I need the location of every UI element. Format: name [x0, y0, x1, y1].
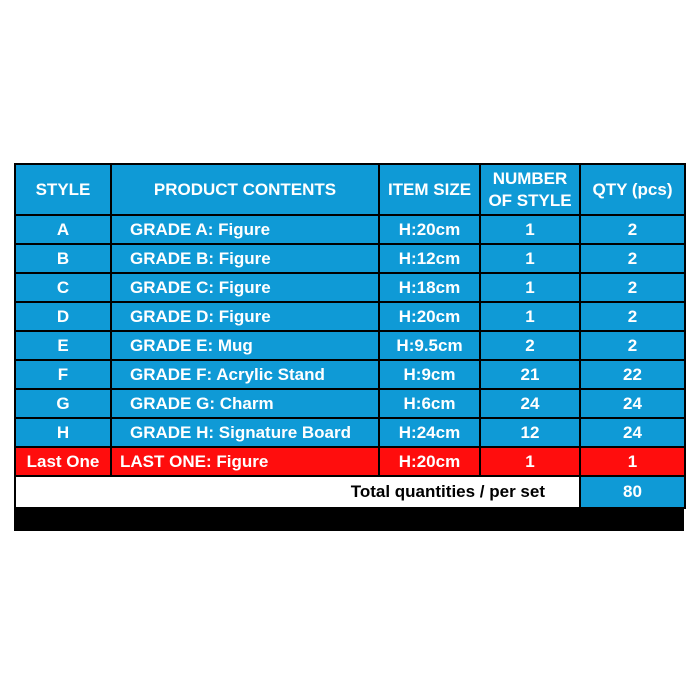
- cell-contents: GRADE D: Figure: [111, 302, 379, 331]
- cell-number: 2: [480, 331, 580, 360]
- table-body: [15, 215, 685, 476]
- table-row: [15, 389, 685, 418]
- cell-qty: 2: [580, 273, 685, 302]
- cell-qty: 24: [580, 418, 685, 447]
- table-row-last-one: [15, 447, 685, 476]
- cell-contents: GRADE G: Charm: [111, 389, 379, 418]
- table-header-row: [15, 164, 685, 215]
- cell-number: 12: [480, 418, 580, 447]
- cell-contents: GRADE B: Figure: [111, 244, 379, 273]
- cell-contents: LAST ONE: Figure: [111, 447, 379, 476]
- table-row: [15, 302, 685, 331]
- cell-size: H:9.5cm: [379, 331, 480, 360]
- cell-number: 1: [480, 273, 580, 302]
- product-table-sheet: [14, 163, 684, 531]
- cell-contents: GRADE H: Signature Board: [111, 418, 379, 447]
- cell-qty: 1: [580, 447, 685, 476]
- cell-contents: GRADE F: Acrylic Stand: [111, 360, 379, 389]
- cell-qty: 2: [580, 302, 685, 331]
- header-number-of-style: NUMBER OF STYLE: [480, 164, 580, 215]
- table-row: [15, 360, 685, 389]
- product-table: [14, 163, 686, 509]
- cell-number: 1: [480, 244, 580, 273]
- cell-style: F: [15, 360, 111, 389]
- cell-style: A: [15, 215, 111, 244]
- cell-size: H:12cm: [379, 244, 480, 273]
- cell-number: 1: [480, 302, 580, 331]
- cell-contents: GRADE E: Mug: [111, 331, 379, 360]
- cell-qty: 24: [580, 389, 685, 418]
- cell-style: D: [15, 302, 111, 331]
- table-row: [15, 331, 685, 360]
- total-value: 80: [580, 476, 685, 508]
- cell-number: 1: [480, 215, 580, 244]
- cell-style: H: [15, 418, 111, 447]
- table-row: [15, 244, 685, 273]
- cell-style: Last One: [15, 447, 111, 476]
- header-qty: QTY (pcs): [580, 164, 685, 215]
- table-row: [15, 418, 685, 447]
- cell-qty: 22: [580, 360, 685, 389]
- cell-size: H:20cm: [379, 302, 480, 331]
- cell-size: H:18cm: [379, 273, 480, 302]
- header-product-contents: PRODUCT CONTENTS: [111, 164, 379, 215]
- cell-qty: 2: [580, 215, 685, 244]
- cell-qty: 2: [580, 244, 685, 273]
- cell-size: H:6cm: [379, 389, 480, 418]
- cell-size: H:9cm: [379, 360, 480, 389]
- header-style: STYLE: [15, 164, 111, 215]
- cell-size: H:20cm: [379, 447, 480, 476]
- cell-contents: GRADE C: Figure: [111, 273, 379, 302]
- cell-number: 21: [480, 360, 580, 389]
- total-row: [15, 476, 685, 508]
- cell-style: C: [15, 273, 111, 302]
- cell-qty: 2: [580, 331, 685, 360]
- cell-size: H:24cm: [379, 418, 480, 447]
- table-row: [15, 273, 685, 302]
- total-label: Total quantities / per set: [15, 476, 580, 508]
- cell-number: 24: [480, 389, 580, 418]
- cell-size: H:20cm: [379, 215, 480, 244]
- table-row: [15, 215, 685, 244]
- cell-style: B: [15, 244, 111, 273]
- header-item-size: ITEM SIZE: [379, 164, 480, 215]
- cell-contents: GRADE A: Figure: [111, 215, 379, 244]
- cell-style: E: [15, 331, 111, 360]
- cell-style: G: [15, 389, 111, 418]
- cell-number: 1: [480, 447, 580, 476]
